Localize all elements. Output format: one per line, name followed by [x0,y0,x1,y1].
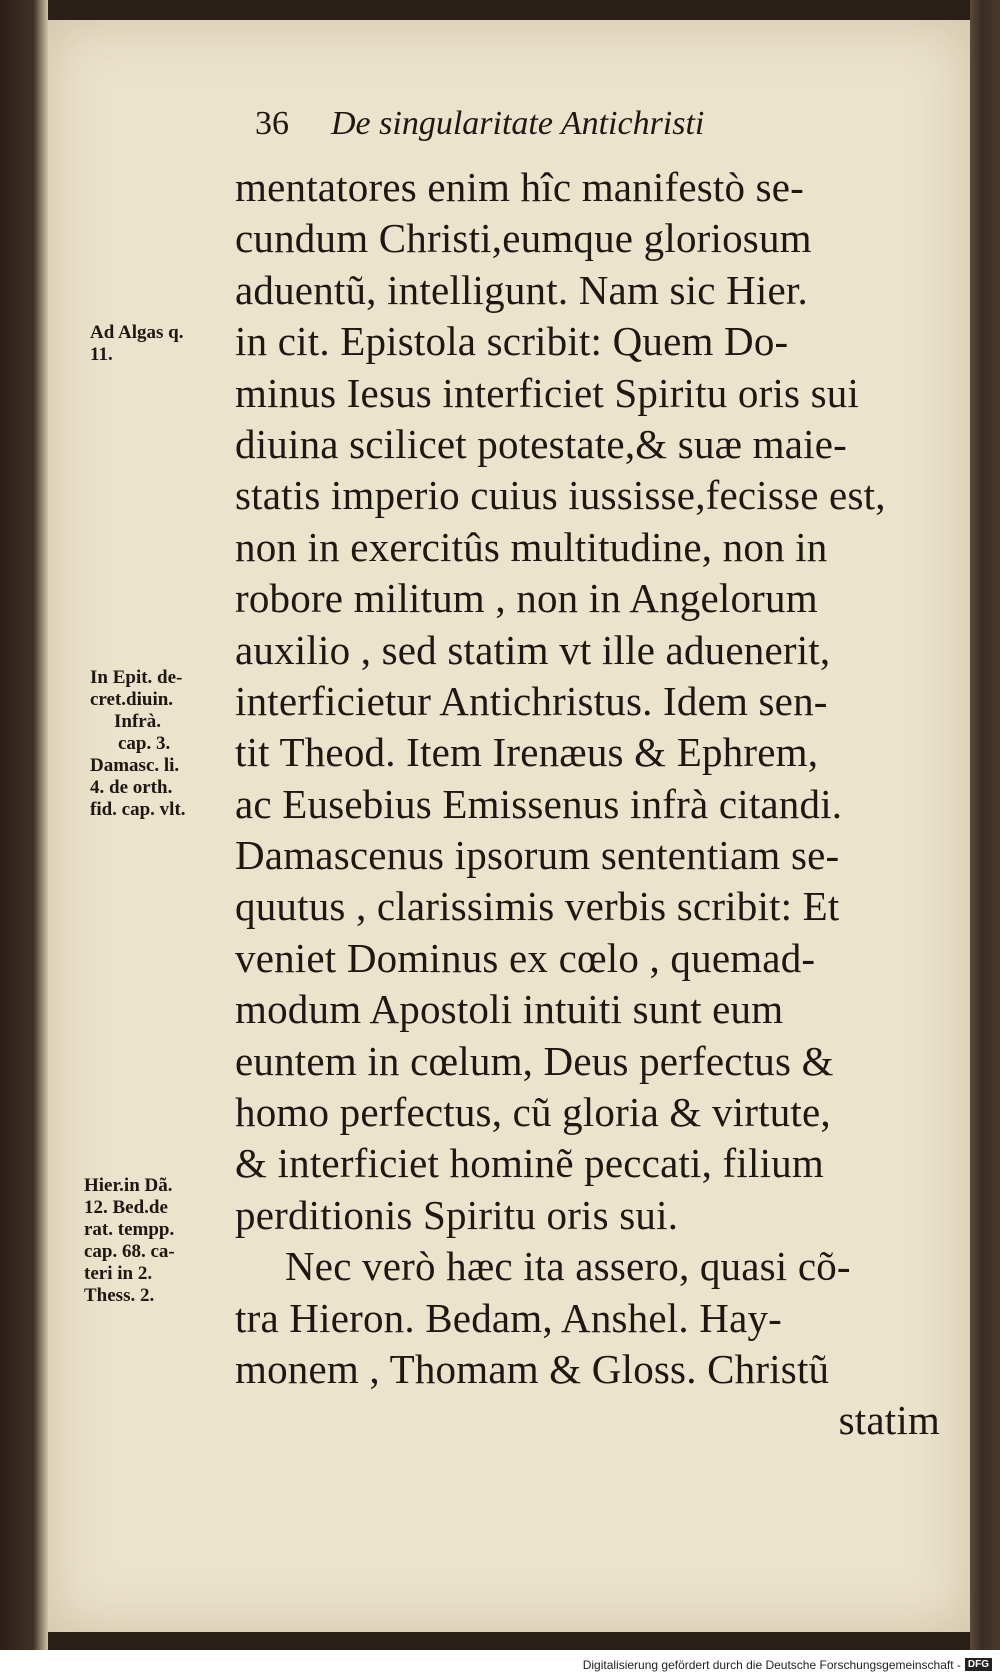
text-line: tit Theod. Item Irenæus & Ephrem, [235,729,819,776]
text-line: non in exercitûs multitudine, non in [235,523,828,570]
body-text [235,162,940,1447]
text-line: diuina scilicet potestate,& suæ maie- [235,420,847,467]
text-line: quutus , clarissimis verbis scribit: Et [235,883,840,930]
text-line: aduentũ, intelligunt. Nam sic Hier. [235,266,808,313]
text-line: auxilio , sed statim vt ille aduenerit, [235,626,831,673]
note-line: Ad Algas q. [90,322,184,343]
note-line: Damasc. li. [90,755,180,776]
note-line: In Epit. de- [90,667,183,688]
running-head [255,105,815,155]
text-line: modum Apostoli intuiti sunt eum [235,986,784,1033]
note-line: fid. cap. vlt. [90,799,186,820]
note-line: rat. tempp. [84,1219,175,1240]
text-line: tra Hieron. Bedam, Anshel. Hay- [235,1294,783,1341]
book-binding-edge [0,0,48,1650]
text-line: euntem in cœlum, Deus perfectus & [235,1037,834,1084]
marginal-note [90,322,240,366]
note-line: 11. [90,344,113,365]
marginal-note [84,1175,234,1307]
text-line: mentatores enim hîc manifestò se- [235,164,805,210]
text-line: interficietur Antichristus. Idem sen- [235,677,828,724]
text-line: in cit. Epistola scribit: Quem Do- [235,318,789,365]
note-line: cret.diuin. [90,689,174,710]
text-line: statis imperio cuius iussisse,fecisse est, [235,472,886,519]
note-line: cap. 3. [118,733,171,754]
footer-credit: Digitalisierung gefördert durch die Deutsche Forschungsgemeinschaft - [582,1657,961,1672]
note-line: Hier.in Dã. [84,1175,173,1196]
text-line: perditionis Spiritu oris sui. [235,1191,679,1238]
text-line: Damascenus ipsorum sententiam se- [235,832,840,879]
text-line: & interficiet hominẽ peccati, filium [235,1140,824,1187]
note-line: Infrà. [114,711,161,732]
note-line: Thess. 2. [84,1285,155,1306]
text-line: cundum Christi,eumque gloriosum [235,215,812,262]
digitization-footer [0,1650,1000,1679]
page-number: 36 [255,105,289,142]
text-line: robore militum , non in Angelorum [235,575,818,622]
dfg-logo: DFG [965,1658,992,1671]
text-line: homo perfectus, cũ gloria & virtute, [235,1089,831,1136]
running-title: De singularitate Antichristi [331,105,705,142]
text-line: veniet Dominus ex cœlo , quemad- [235,934,816,981]
catchword: statim [838,1397,940,1444]
marginal-note [90,667,240,821]
note-line: teri in 2. [84,1263,153,1284]
note-line: 12. Bed.de [84,1197,168,1218]
text-line: minus Iesus interficiet Spiritu oris sui [235,369,860,416]
text-line: monem , Thomam & Gloss. Christũ [235,1345,830,1392]
note-line: 4. de orth. [90,777,173,798]
text-line: Nec verò hæc ita assero, quasi cõ- [285,1243,851,1290]
page-edge-stack [970,0,1000,1650]
text-line: ac Eusebius Emissenus infrà citandi. [235,780,843,827]
note-line: cap. 68. ca- [84,1241,175,1262]
